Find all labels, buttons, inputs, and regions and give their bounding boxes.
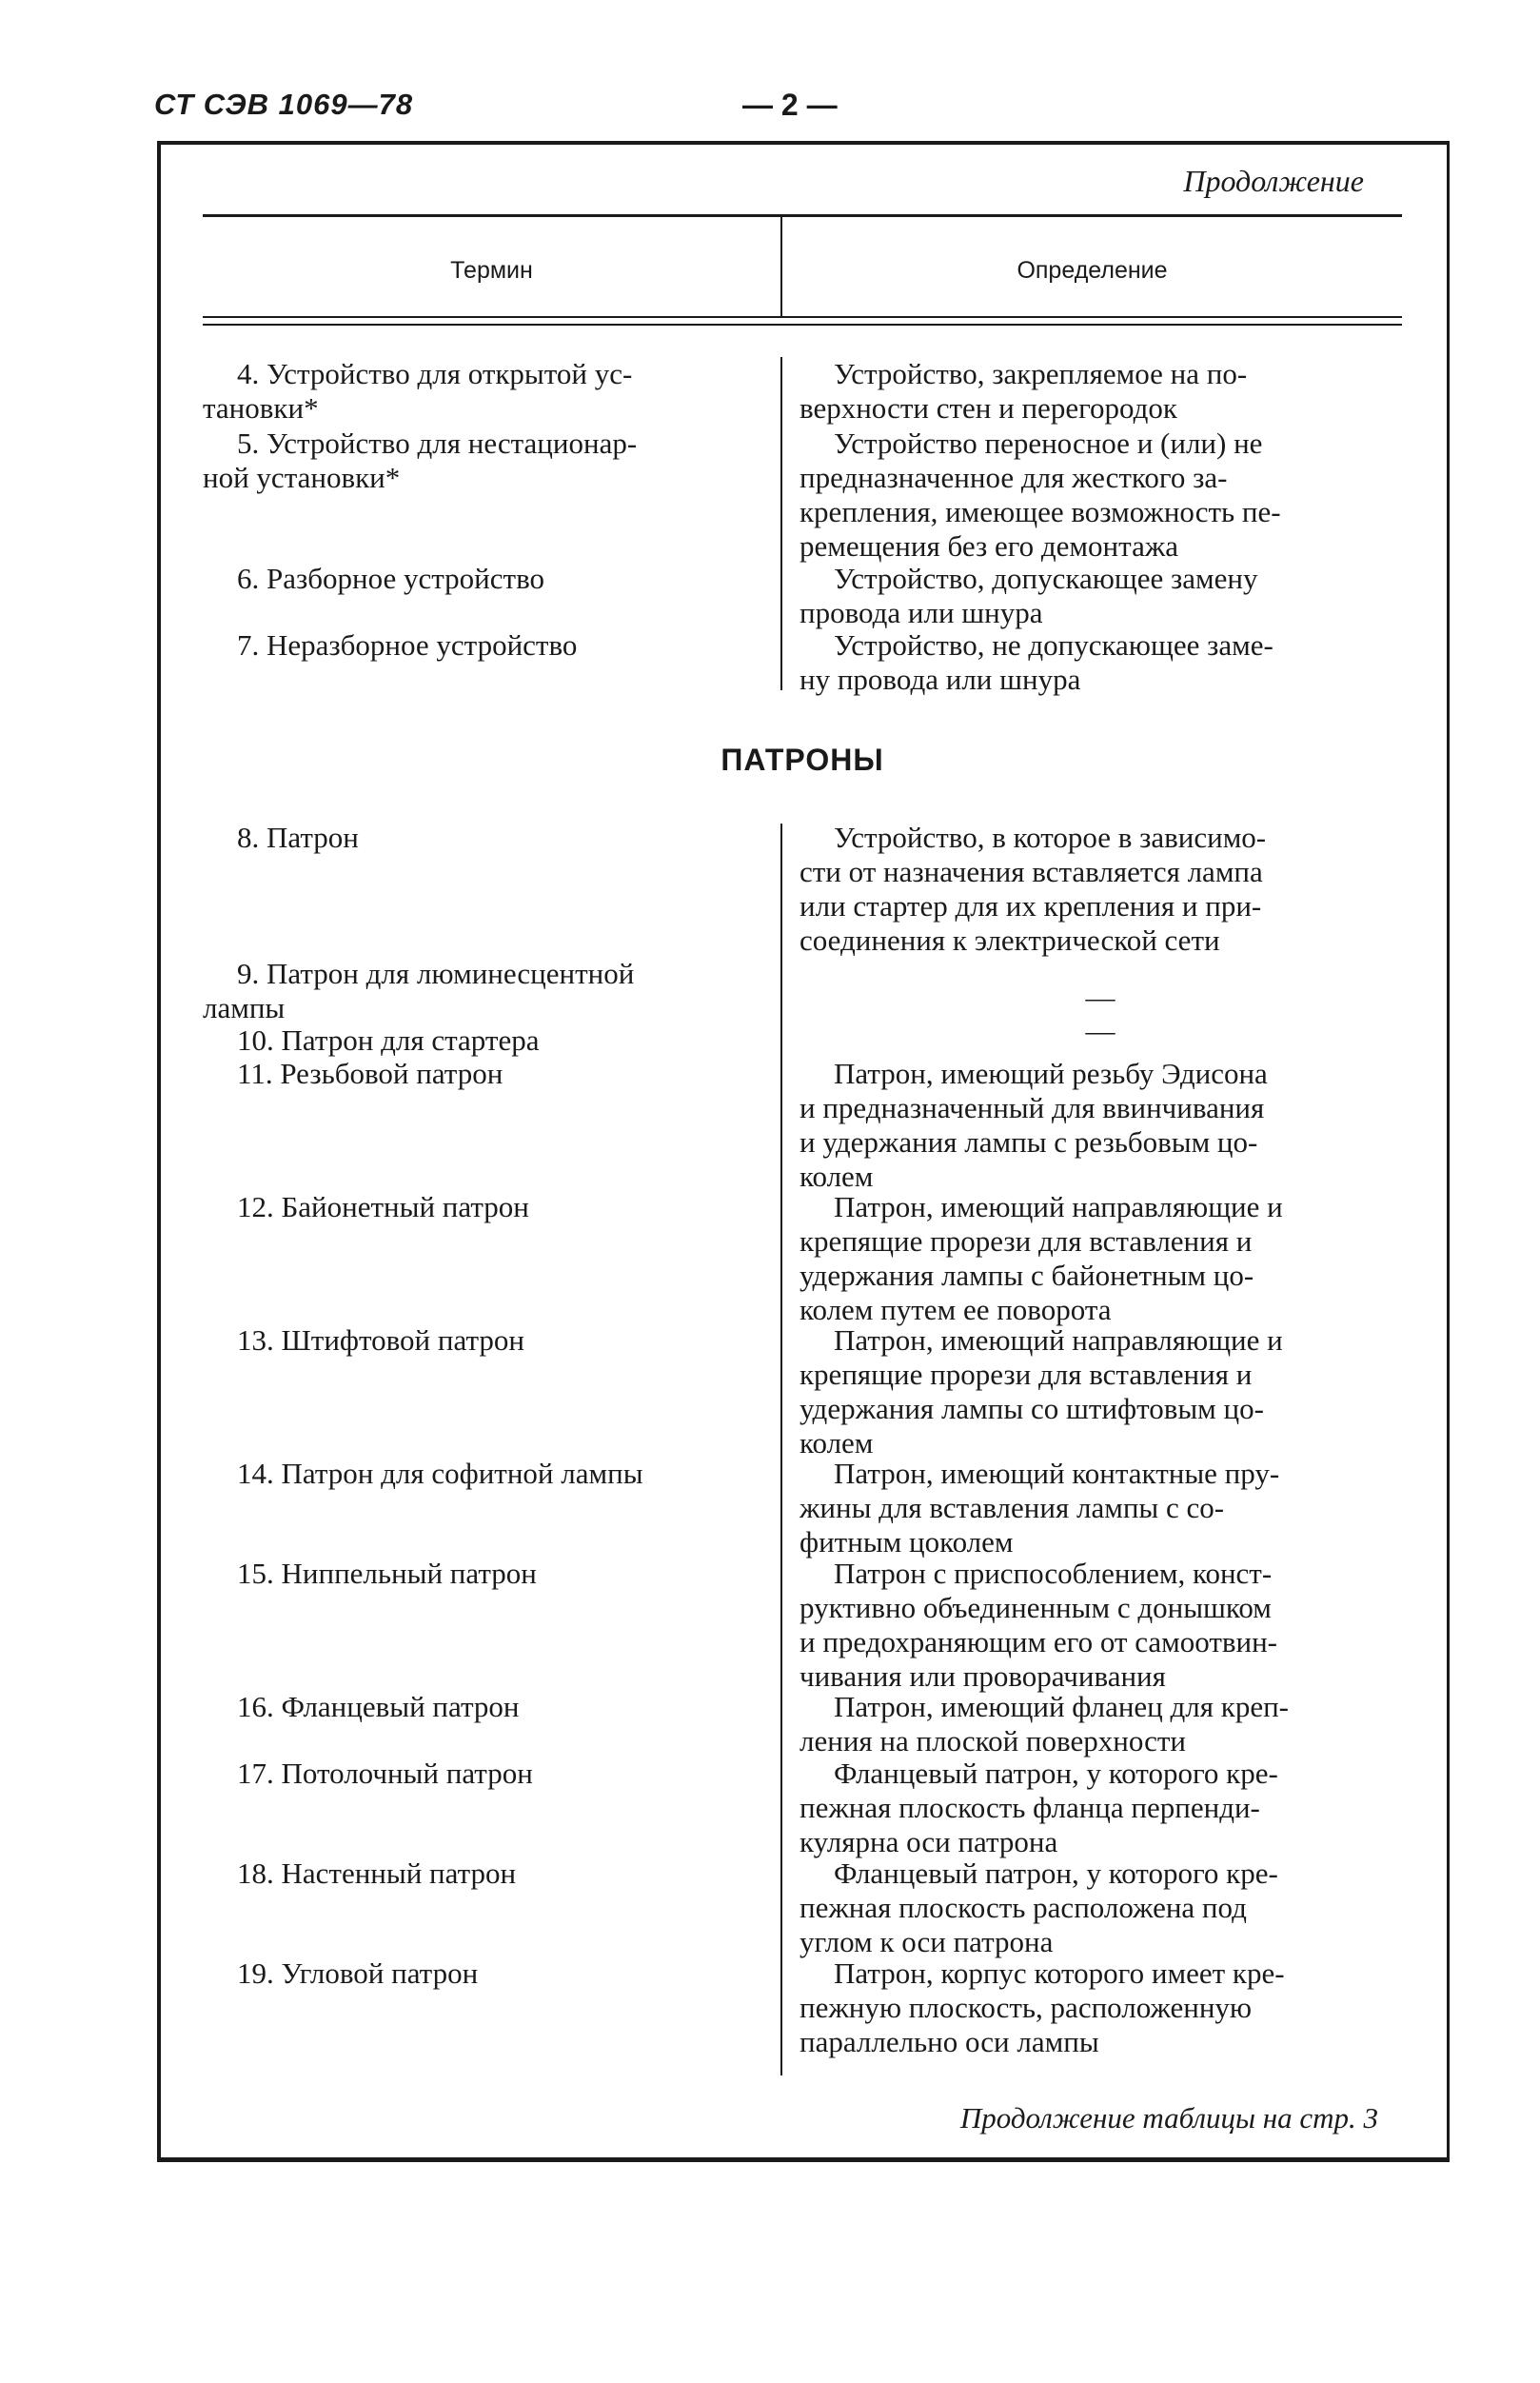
definition-line: жины для вставления лампы с со- [800,1491,1225,1524]
definition-line: руктивно объединенным с донышком [800,1591,1272,1624]
column-divider-lower [780,824,782,2075]
page-number: — 2 — [742,88,838,122]
definition-line: крепящие прорези для вставления и [800,1224,1253,1258]
definition-line: Устройство, в которое в зависимо- [834,821,1267,854]
definition-line: ремещения без его демонтажа [800,529,1179,563]
definition-cell [800,1690,1401,1758]
definition-cell [800,1457,1401,1559]
definition-cell [800,628,1401,697]
term-line: 17. Потолочный патрон [237,1757,533,1790]
term-line: 19. Угловой патрон [237,1956,479,1990]
definition-cell [800,1557,1401,1694]
term-line: 10. Патрон для стартера [237,1023,540,1057]
term-cell [203,427,755,495]
definition-cell [800,427,1401,564]
definition-cell [800,1757,1401,1859]
frame-bottom [157,2157,1450,2162]
term-line: 18. Настенный патрон [237,1857,517,1890]
term-cell [203,1557,755,1591]
term-line: тановки* [203,391,319,425]
definition-line: Устройство переносное и (или) не [834,427,1263,460]
definition-line: параллельно оси лампы [800,2025,1099,2058]
definition-cell [800,1014,1401,1048]
definition-cell [800,1323,1401,1460]
definition-line: ну провода или шнура [800,663,1081,696]
definition-line: Фланцевый патрон, у которого кре- [834,1857,1278,1890]
table-header-rule [203,214,1402,217]
definition-line: удержания лампы с байонетным цо- [800,1259,1254,1292]
definition-line: пежная плоскость фланца перпенди- [800,1791,1260,1824]
term-line: 11. Резьбовой патрон [237,1057,503,1090]
definition-line: углом к оси патрона [800,1925,1054,1958]
term-line: лампы [203,991,286,1024]
definition-cell [800,1190,1401,1327]
doc-code: СТ СЭВ 1069—78 [154,88,414,121]
definition-line: верхности стен и перегородок [800,391,1177,425]
term-cell [203,1690,755,1724]
term-line: 8. Патрон [237,821,359,854]
term-line: 12. Байонетный патрон [237,1190,529,1223]
frame-left [157,141,161,2161]
definition-line: Патрон, имеющий резьбу Эдисона [834,1057,1268,1090]
continued-label-top: Продолжение [1183,164,1364,198]
definition-line: Устройство, закрепляемое на по- [834,357,1248,390]
term-cell [203,821,755,855]
definition-line: или стартер для их крепления и при- [800,889,1262,923]
definition-line: Патрон с приспособлением, конст- [834,1557,1273,1590]
definition-line: чивания или проворачивания [800,1659,1166,1693]
term-cell [203,1956,755,1991]
definition-line: соединения к электрической сети [800,923,1220,957]
definition-line: Устройство, допускающее замену [834,562,1258,595]
term-line: 7. Неразборное устройство [237,628,578,662]
term-line: 15. Ниппельный патрон [237,1557,537,1590]
term-line: 5. Устройство для нестационар- [237,427,638,460]
term-line: 14. Патрон для софитной лампы [237,1457,643,1490]
definition-cell [800,357,1401,426]
definition-line: колем [800,1426,874,1460]
term-cell [203,1857,755,1891]
definition-line: пежная плоскость расположена под [800,1891,1247,1924]
table-header-rule-bottom [203,316,1402,318]
definition-line: Патрон, имеющий контактные пру- [834,1457,1280,1490]
term-line: 6. Разборное устройство [237,562,545,595]
definition-line: сти от назначения вставляется лампа [800,855,1263,888]
term-cell [203,1757,755,1791]
definition-line: и предохраняющим его от самоотвин- [800,1625,1278,1658]
term-line: 13. Штифтовой патрон [237,1323,524,1357]
continued-label-bottom: Продолжение таблицы на стр. 3 [959,2101,1378,2135]
definition-cell [800,981,1401,1015]
table-header-rule-bottom [203,324,1402,326]
definition-line: Устройство, не допускающее заме- [834,628,1273,662]
definition-line: фитным цоколем [800,1525,1014,1559]
definition-cell [800,562,1401,630]
definition-line: и удержания лампы с резьбовым цо- [800,1125,1258,1159]
definition-line: Патрон, имеющий направляющие и [834,1323,1283,1357]
definition-cell [800,821,1401,958]
definition-line: и предназначенный для ввинчивания [800,1091,1265,1124]
definition-line: крепящие прорези для вставления и [800,1358,1253,1391]
definition-line: удержания лампы со штифтовым цо- [800,1392,1264,1425]
term-line: ной установки* [203,461,401,494]
definition-line: Патрон, корпус которого имеет кре- [834,1956,1285,1990]
definition-cell [800,1956,1401,2059]
term-line: 16. Фланцевый патрон [237,1690,520,1723]
term-cell [203,628,755,663]
term-cell [203,1057,755,1091]
term-cell [203,1457,755,1491]
frame-top [157,141,1450,145]
definition-line: Патрон, имеющий направляющие и [834,1190,1283,1223]
term-line: 9. Патрон для люминесцентной [237,957,635,990]
term-cell [203,1190,755,1224]
definition-line: Фланцевый патрон, у которого кре- [834,1757,1278,1790]
frame-right [1447,141,1450,2161]
term-cell [203,1023,755,1058]
definition-line: Патрон, имеющий фланец для креп- [834,1690,1290,1723]
definition-line: провода или шнура [800,596,1043,629]
term-line: 4. Устройство для открытой ус- [237,357,633,390]
definition-line: крепления, имеющее возможность пе- [800,495,1281,528]
definition-line: ления на плоской поверхности [800,1724,1186,1757]
definition-cell [800,1857,1401,1959]
term-cell [203,1323,755,1358]
definition-line: колем [800,1160,874,1193]
term-cell [203,357,755,426]
column-header-term: Термин [450,257,533,284]
definition-line: колем путем ее поворота [800,1293,1112,1326]
term-cell [203,562,755,596]
term-cell [203,957,755,1025]
definition-line: — [1085,981,1116,1014]
column-header-definition: Определение [1017,257,1168,284]
definition-line: кулярна оси патрона [800,1825,1058,1858]
section-title: ПАТРОНЫ [721,743,884,777]
definition-cell [800,1057,1401,1194]
column-divider-upper [780,357,782,690]
definition-line: — [1085,1014,1116,1047]
definition-line: пежную плоскость, расположенную [800,1991,1253,2024]
definition-line: предназначенное для жесткого за- [800,461,1228,494]
